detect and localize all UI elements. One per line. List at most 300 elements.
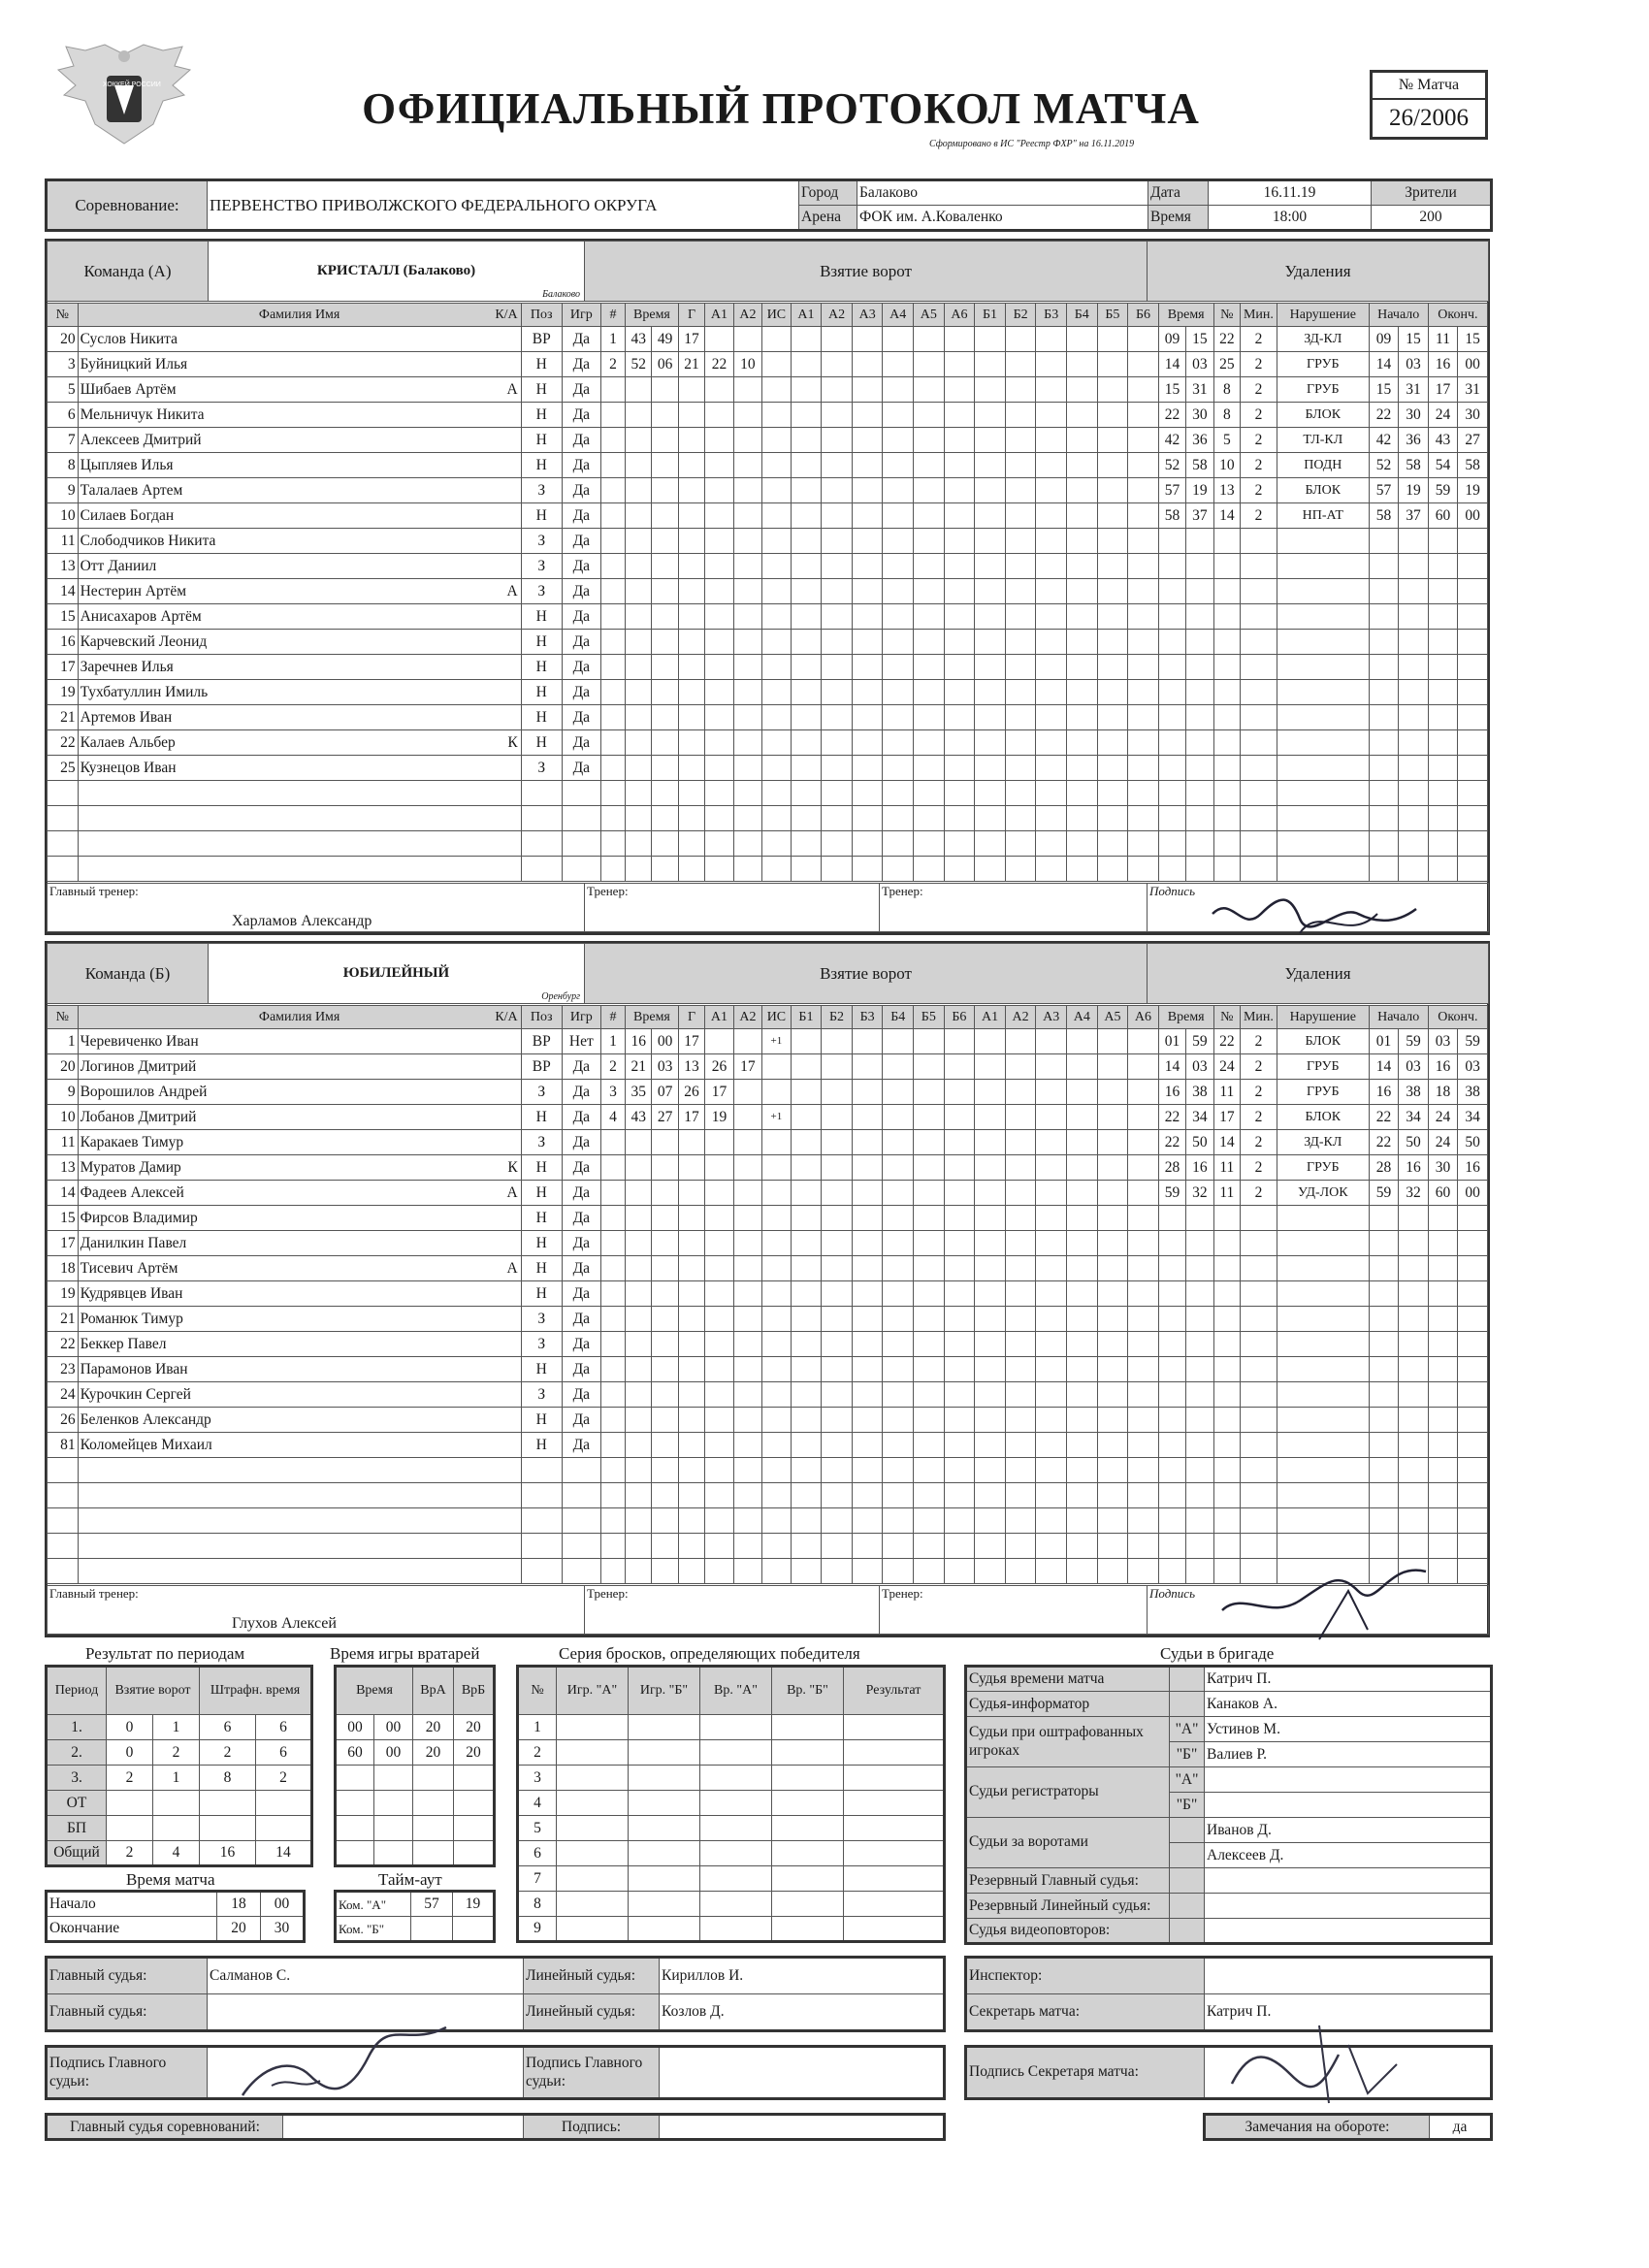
goal-line-cell <box>975 1155 1006 1181</box>
pen-start-sec <box>1399 1483 1429 1508</box>
goal-line-cell <box>1097 453 1128 478</box>
goal-a1 <box>705 781 733 806</box>
goal-line-cell <box>1097 428 1128 453</box>
player-name: Карчевский Леонид <box>80 632 208 650</box>
pen-start-sec <box>1399 579 1429 604</box>
player-number: 9 <box>48 478 79 503</box>
goal-line-cell <box>822 604 853 630</box>
player-name-cell <box>78 1458 521 1483</box>
goal-a1 <box>705 730 733 756</box>
table-row <box>48 1181 1488 1206</box>
table-row <box>48 529 1488 554</box>
player-pos: ВР <box>521 1054 562 1080</box>
goal-min <box>626 478 652 503</box>
pen-sec <box>1186 630 1213 655</box>
pen-end-min <box>1428 1332 1458 1357</box>
period-goals-hdr: Взятие ворот <box>107 1667 200 1715</box>
goal-line-cell <box>1067 1307 1098 1332</box>
goal-line-cell <box>1067 1155 1098 1181</box>
goal-scorer <box>678 1206 704 1231</box>
goal-line-cell <box>791 857 822 882</box>
goal-scorer <box>678 1534 704 1559</box>
player-name-cell <box>78 1508 521 1534</box>
goalie-cell <box>336 1791 374 1816</box>
goal-line-cell <box>1097 503 1128 529</box>
pen-minutes <box>1241 680 1277 705</box>
pen-end-sec: 16 <box>1458 1155 1488 1181</box>
pen-player <box>1213 579 1240 604</box>
hdr-line-col: А3 <box>852 304 883 327</box>
goal-a2 <box>733 529 761 554</box>
pen-minutes <box>1241 705 1277 730</box>
team_b-name <box>209 944 585 1004</box>
pen-end-sec: 31 <box>1458 377 1488 403</box>
pen-player <box>1213 655 1240 680</box>
goal-line-cell <box>791 806 822 831</box>
goal-line-cell <box>883 529 914 554</box>
goal-sec <box>652 1181 678 1206</box>
player-pos: З <box>521 1130 562 1155</box>
goal-sec <box>652 705 678 730</box>
pen-end-sec <box>1458 1382 1488 1408</box>
goal-line-cell <box>914 503 945 529</box>
goal-line-cell <box>914 730 945 756</box>
shootout-table <box>516 1665 946 1943</box>
brigade-role: Резервный Линейный судья: <box>966 1894 1170 1919</box>
goal-line-cell <box>852 630 883 655</box>
pen-end-min: 24 <box>1428 1130 1458 1155</box>
goal-line-cell <box>975 352 1006 377</box>
goal-line-cell <box>944 1080 975 1105</box>
goal-line-cell <box>791 1155 822 1181</box>
pen-start-min: 57 <box>1369 478 1399 503</box>
pen-start-sec: 30 <box>1399 403 1429 428</box>
goal-line-cell <box>822 352 853 377</box>
hdr-line-col: А2 <box>822 304 853 327</box>
pen-infraction: ГРУБ <box>1277 1155 1369 1181</box>
player-play <box>562 1483 600 1508</box>
goal-line-cell <box>1005 655 1036 680</box>
goal-line-cell <box>914 1130 945 1155</box>
goal-sec <box>652 503 678 529</box>
table-row <box>48 1105 1488 1130</box>
player-number: 9 <box>48 1080 79 1105</box>
goal-line-cell <box>1005 781 1036 806</box>
goal-min <box>626 630 652 655</box>
pen-start-sec <box>1399 1206 1429 1231</box>
player-name: Каракаев Тимур <box>80 1133 184 1150</box>
goal-line-cell <box>914 327 945 352</box>
goal-scorer: 17 <box>678 1105 704 1130</box>
pen-infraction: ГРУБ <box>1277 352 1369 377</box>
hdr-pos: Поз <box>521 304 562 327</box>
pen-sec: 58 <box>1186 453 1213 478</box>
goal-line-cell <box>944 352 975 377</box>
table-row <box>48 478 1488 503</box>
goal-line-cell <box>1097 377 1128 403</box>
pen-start-sec <box>1399 1281 1429 1307</box>
goal-no <box>600 831 625 857</box>
brigade-referee <box>1205 1793 1492 1818</box>
hdr-line-col: А5 <box>1097 1006 1128 1029</box>
player-play: Да <box>562 1357 600 1382</box>
goal-line-cell <box>1005 630 1036 655</box>
goal-line-cell <box>1036 503 1067 529</box>
pen-min <box>1158 1433 1185 1458</box>
player-name-cell <box>78 857 521 882</box>
goal-line-cell <box>883 1130 914 1155</box>
table-row <box>48 1155 1488 1181</box>
table-row <box>336 1715 495 1740</box>
table-row <box>48 781 1488 806</box>
goal-line-cell <box>852 1130 883 1155</box>
brigade-side: "Б" <box>1170 1742 1205 1767</box>
pen-min <box>1158 529 1185 554</box>
goal-line-cell <box>1005 1155 1036 1181</box>
table-row <box>48 377 1488 403</box>
pen-start-sec <box>1399 1307 1429 1332</box>
city-label: Город <box>799 180 857 206</box>
goal-line-cell <box>791 529 822 554</box>
goal-line-cell <box>1097 403 1128 428</box>
hdr-pen-inf: Нарушение <box>1277 1006 1369 1029</box>
goal-line-cell <box>883 554 914 579</box>
player-play: Да <box>562 1408 600 1433</box>
pen-end-sec: 38 <box>1458 1080 1488 1105</box>
goal-line-cell <box>1005 1382 1036 1408</box>
goal-line-cell <box>1036 630 1067 655</box>
sign-label: Подпись: <box>524 2115 660 2140</box>
pen-start-min <box>1369 806 1399 831</box>
goal-a2 <box>733 503 761 529</box>
goal-min <box>626 680 652 705</box>
goal-line-cell <box>975 1559 1006 1584</box>
goal-no <box>600 1408 625 1433</box>
goal-line-cell <box>914 1458 945 1483</box>
pen-player: 10 <box>1213 453 1240 478</box>
brigade-referee <box>1205 1919 1492 1944</box>
goal-line-cell <box>1097 806 1128 831</box>
goal-line-cell <box>852 680 883 705</box>
pen-min <box>1158 1483 1185 1508</box>
table-row <box>48 554 1488 579</box>
player-role: А <box>506 380 518 398</box>
pen-infraction: БЛОК <box>1277 403 1369 428</box>
goal-line-cell <box>822 327 853 352</box>
team_a-head-coach: Харламов Александр <box>232 913 372 929</box>
pen-end-min <box>1428 1281 1458 1307</box>
player-number <box>48 1508 79 1534</box>
goal-is <box>762 1307 791 1332</box>
hdr-pen-time: Время <box>1158 304 1213 327</box>
goal-line-cell <box>914 579 945 604</box>
goal-line-cell <box>1067 1281 1098 1307</box>
pen-end-sec <box>1458 730 1488 756</box>
table-row <box>966 1717 1492 1742</box>
timeout-a-min: 57 <box>411 1892 453 1917</box>
goal-sec <box>652 1130 678 1155</box>
goal-line-cell <box>944 1559 975 1584</box>
pen-start-sec: 19 <box>1399 478 1429 503</box>
pen-player: 22 <box>1213 1029 1240 1054</box>
goal-is <box>762 1231 791 1256</box>
goal-line-cell <box>914 680 945 705</box>
player-play: Да <box>562 503 600 529</box>
match-time-table <box>45 1890 306 1943</box>
pen-end-min <box>1428 1382 1458 1408</box>
pen-infraction: БЛОК <box>1277 1105 1369 1130</box>
hdr-goal-no: # <box>600 1006 625 1029</box>
pen-start-min: 59 <box>1369 1181 1399 1206</box>
goal-is <box>762 529 791 554</box>
pen-start-sec: 03 <box>1399 352 1429 377</box>
pen-sec <box>1186 781 1213 806</box>
period-cell: 2 <box>107 1766 153 1791</box>
goal-line-cell <box>975 453 1006 478</box>
goal-sec <box>652 1357 678 1382</box>
goal-line-cell <box>975 756 1006 781</box>
goal-is <box>762 1332 791 1357</box>
match-time-title: Время матча <box>126 1870 215 1889</box>
player-number: 1 <box>48 1029 79 1054</box>
goal-line-cell <box>944 503 975 529</box>
table-row <box>48 604 1488 630</box>
goal-sec <box>652 1256 678 1281</box>
goal-line-cell <box>944 428 975 453</box>
pen-minutes: 2 <box>1241 377 1277 403</box>
goal-line-cell <box>914 1332 945 1357</box>
pen-infraction <box>1277 529 1369 554</box>
brigade-role: Судьи при оштрафованных игроках <box>966 1717 1170 1767</box>
pen-player <box>1213 1281 1240 1307</box>
goal-line-cell <box>914 428 945 453</box>
pen-start-min: 28 <box>1369 1155 1399 1181</box>
player-name-cell <box>78 1483 521 1508</box>
pen-player <box>1213 1408 1240 1433</box>
pen-end-sec <box>1458 1458 1488 1483</box>
goal-line-cell <box>852 1408 883 1433</box>
goal-line-cell <box>852 705 883 730</box>
goal-line-cell <box>822 1382 853 1408</box>
goal-a2 <box>733 403 761 428</box>
table-row <box>518 1866 945 1892</box>
hdr-goal-time: Время <box>626 1006 679 1029</box>
pen-infraction: ГРУБ <box>1277 1054 1369 1080</box>
player-name-cell <box>78 604 521 630</box>
goal-line-cell <box>975 705 1006 730</box>
pen-player <box>1213 705 1240 730</box>
period-cell: ОТ <box>47 1791 107 1816</box>
player-name-cell <box>78 1231 521 1256</box>
shootout-no: 9 <box>518 1917 557 1942</box>
player-pos: Н <box>521 705 562 730</box>
goal-a2 <box>733 806 761 831</box>
team_a-label: Команда (А) <box>48 242 209 302</box>
player-pos: З <box>521 554 562 579</box>
pen-minutes <box>1241 1508 1277 1534</box>
pen-start-min <box>1369 1307 1399 1332</box>
table-row <box>47 1766 312 1791</box>
goal-line-cell <box>1005 1483 1036 1508</box>
pen-end-min <box>1428 756 1458 781</box>
goal-line-cell <box>1036 1433 1067 1458</box>
goal-line-cell <box>1128 1307 1159 1332</box>
goal-line-cell <box>791 604 822 630</box>
goal-line-cell <box>822 1256 853 1281</box>
pen-start-sec: 34 <box>1399 1105 1429 1130</box>
goal-line-cell <box>1036 730 1067 756</box>
pen-minutes <box>1241 655 1277 680</box>
goal-no: 1 <box>600 1029 625 1054</box>
goal-line-cell <box>975 1181 1006 1206</box>
pen-start-sec <box>1399 781 1429 806</box>
goal-a1 <box>705 1508 733 1534</box>
pen-sec <box>1186 1357 1213 1382</box>
goal-line-cell <box>1005 604 1036 630</box>
hdr-ka: К/А <box>495 1009 518 1024</box>
goal-line-cell <box>944 1029 975 1054</box>
goal-no: 3 <box>600 1080 625 1105</box>
pen-sec <box>1186 1483 1213 1508</box>
coach-b-signature <box>1203 1552 1436 1659</box>
hdr-line-col: А1 <box>975 1006 1006 1029</box>
goal-no <box>600 453 625 478</box>
pen-player <box>1213 1382 1240 1408</box>
pen-end-min: 03 <box>1428 1029 1458 1054</box>
goal-no <box>600 1508 625 1534</box>
goal-line-cell <box>883 1206 914 1231</box>
goal-line-cell <box>852 1433 883 1458</box>
player-name-cell <box>78 579 521 604</box>
goal-sec: 00 <box>652 1029 678 1054</box>
pen-end-min: 18 <box>1428 1080 1458 1105</box>
table-row <box>966 1868 1492 1894</box>
pen-end-sec <box>1458 831 1488 857</box>
main-referees-table <box>45 1956 946 2032</box>
player-name-cell <box>78 1130 521 1155</box>
pen-end-sec <box>1458 1408 1488 1433</box>
player-name-cell <box>78 1433 521 1458</box>
goal-is <box>762 1382 791 1408</box>
pen-end-sec: 30 <box>1458 403 1488 428</box>
goal-min <box>626 655 652 680</box>
goal-a1 <box>705 1433 733 1458</box>
goal-line-cell <box>822 781 853 806</box>
goal-sec <box>652 831 678 857</box>
head-coach-label: Главный тренер: <box>49 884 139 898</box>
goal-no <box>600 1458 625 1483</box>
period-cell: 16 <box>200 1841 256 1866</box>
coach-a-signature <box>1203 885 1436 953</box>
goal-line-cell <box>1036 604 1067 630</box>
player-name: Логинов Дмитрий <box>80 1057 197 1075</box>
pen-end-min <box>1428 579 1458 604</box>
goal-line-cell <box>914 1155 945 1181</box>
goal-a2 <box>733 1458 761 1483</box>
pen-infraction <box>1277 705 1369 730</box>
pen-infraction <box>1277 554 1369 579</box>
goal-line-cell <box>914 403 945 428</box>
team_b-head-coach: Глухов Алексей <box>232 1615 337 1632</box>
goal-line-cell <box>1097 1307 1128 1332</box>
player-number: 24 <box>48 1382 79 1408</box>
player-pos: Н <box>521 630 562 655</box>
player-name: Отт Даниил <box>80 557 157 574</box>
goal-line-cell <box>975 1029 1006 1054</box>
pen-player <box>1213 781 1240 806</box>
goal-a1 <box>705 1029 733 1054</box>
goal-line-cell <box>822 554 853 579</box>
hdr-line-col: Б6 <box>1128 304 1159 327</box>
goal-sec: 03 <box>652 1054 678 1080</box>
pen-end-min <box>1428 1256 1458 1281</box>
start-label: Начало <box>47 1892 217 1917</box>
goal-line-cell <box>883 1382 914 1408</box>
goal-line-cell <box>975 730 1006 756</box>
pen-player <box>1213 1256 1240 1281</box>
goal-line-cell <box>914 1054 945 1080</box>
goal-line-cell <box>1128 503 1159 529</box>
match-number-box <box>1370 70 1488 140</box>
player-number <box>48 806 79 831</box>
goal-line-cell <box>1067 680 1098 705</box>
goalie-cell: 00 <box>374 1715 413 1740</box>
goal-no <box>600 1256 625 1281</box>
player-play: Да <box>562 529 600 554</box>
goalie-time-hdr: Время <box>336 1667 413 1715</box>
goal-a2 <box>733 1408 761 1433</box>
pen-start-sec <box>1399 554 1429 579</box>
pen-start-sec: 31 <box>1399 377 1429 403</box>
shootout-no: 1 <box>518 1715 557 1740</box>
player-name: Фирсов Владимир <box>80 1209 198 1226</box>
player-number: 10 <box>48 503 79 529</box>
player-number: 15 <box>48 604 79 630</box>
goal-line-cell <box>1067 1508 1098 1534</box>
table-row <box>518 1892 945 1917</box>
pen-end-min <box>1428 730 1458 756</box>
goal-line-cell <box>1005 1534 1036 1559</box>
pen-infraction <box>1277 1458 1369 1483</box>
pen-start-min <box>1369 1508 1399 1534</box>
goal-line-cell <box>914 1206 945 1231</box>
goal-line-cell <box>944 478 975 503</box>
goal-line-cell <box>791 1408 822 1433</box>
coach-label-2: Тренер: <box>882 1586 923 1601</box>
goal-a1 <box>705 857 733 882</box>
table-row <box>48 1458 1488 1483</box>
goal-line-cell <box>944 781 975 806</box>
table-row <box>48 1382 1488 1408</box>
goal-sec <box>652 1281 678 1307</box>
goal-line-cell <box>852 1357 883 1382</box>
goal-line-cell <box>883 1357 914 1382</box>
goal-line-cell <box>1036 327 1067 352</box>
player-name-cell <box>78 554 521 579</box>
goal-a1 <box>705 630 733 655</box>
goal-a1 <box>705 1307 733 1332</box>
pen-sec: 38 <box>1186 1080 1213 1105</box>
goal-line-cell <box>1036 1382 1067 1408</box>
pen-end-sec <box>1458 1332 1488 1357</box>
player-name-cell <box>78 705 521 730</box>
goal-line-cell <box>822 1307 853 1332</box>
goal-line-cell <box>1097 1206 1128 1231</box>
goal-sec <box>652 1382 678 1408</box>
goal-line-cell <box>1005 478 1036 503</box>
pen-infraction <box>1277 806 1369 831</box>
table-row <box>518 1766 945 1791</box>
